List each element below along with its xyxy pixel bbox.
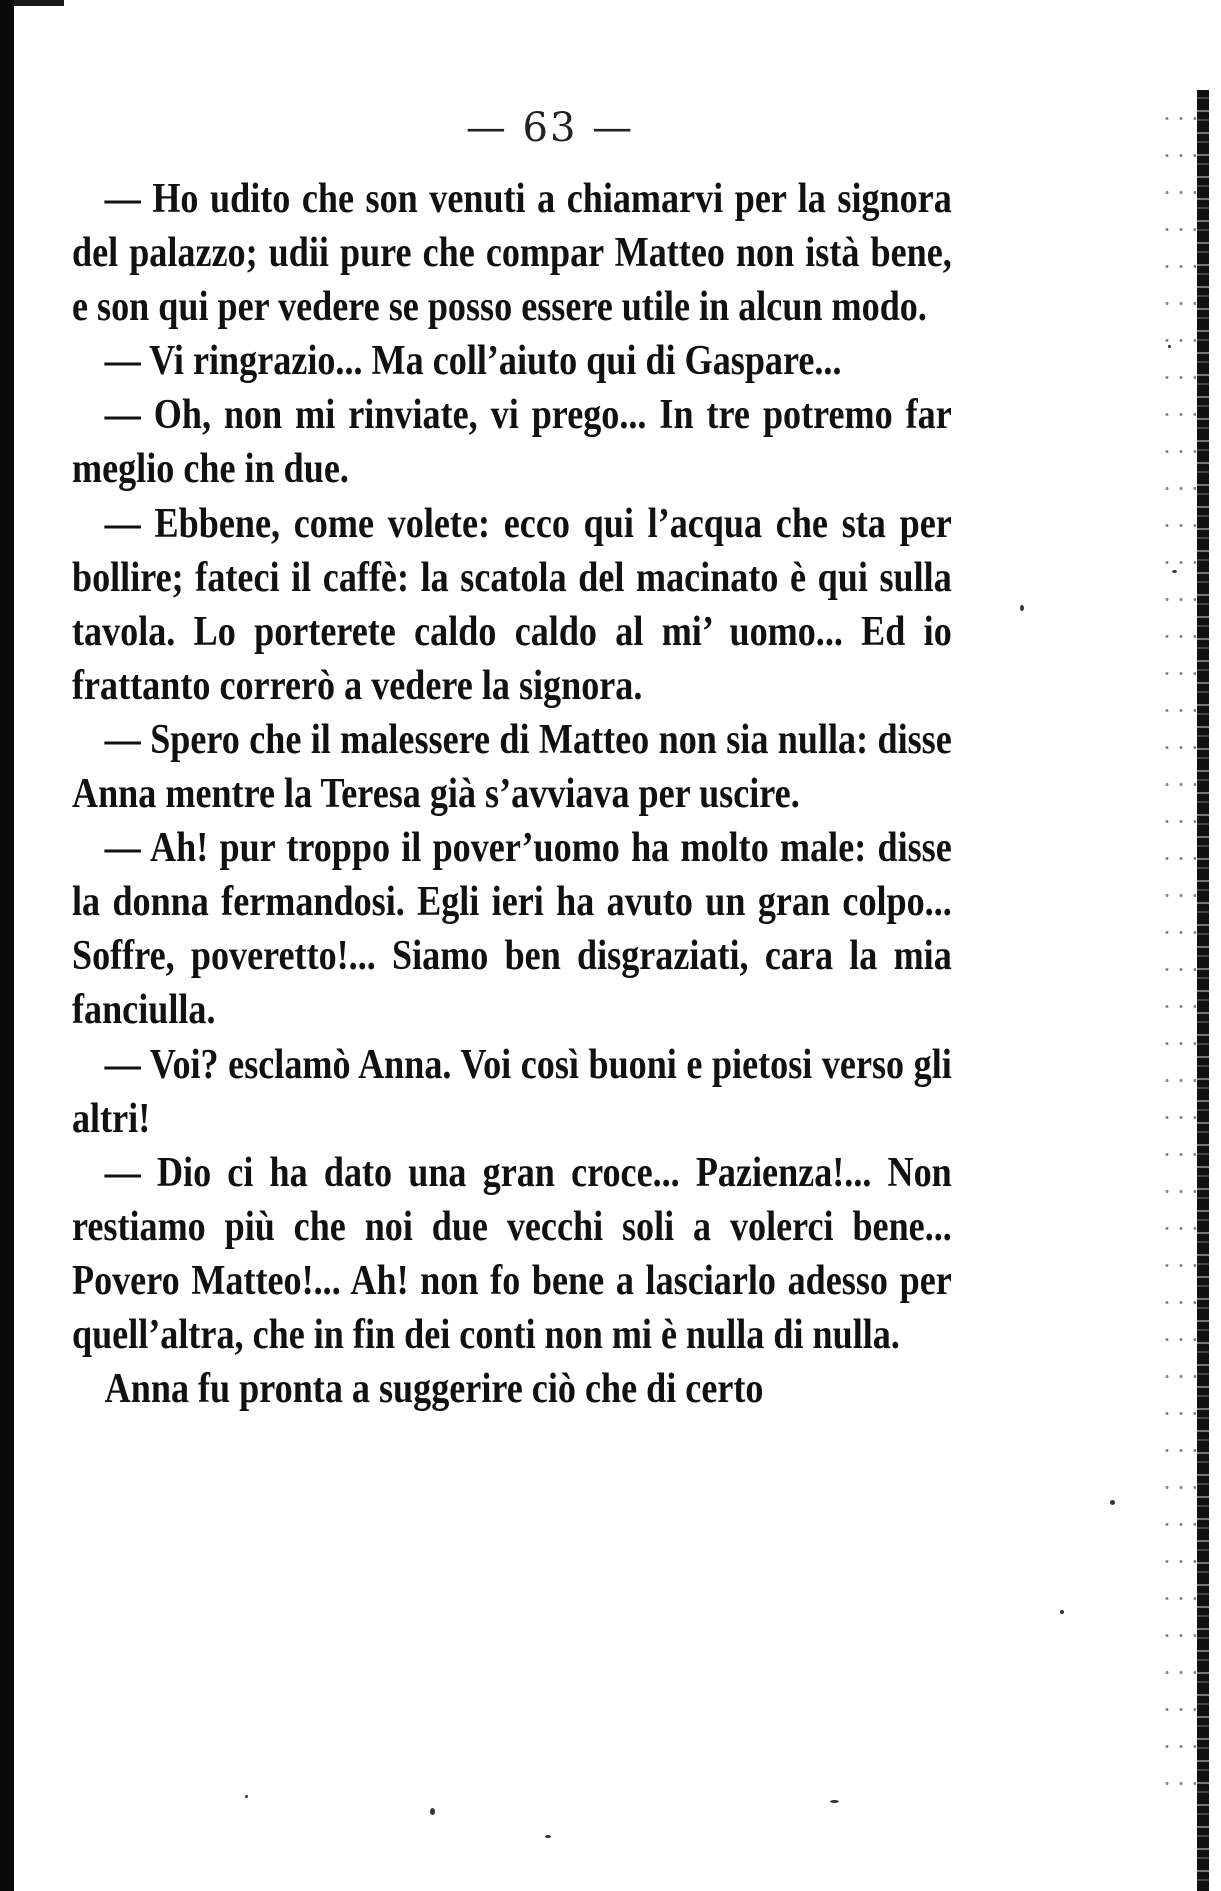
paragraph-1: — Ho udito che son venuti a chiamarvi per la signora del palazzo; udii pure che compar Matteo non istà bene, e son qui per vedere se posso essere utile in alcun modo. — [72, 176, 952, 331]
paragraph-4: — Ebbene, come volete: ecco qui l’acqua che sta per bollire; fateci il caffè: la scatola del macinato è qui sulla tavola. Lo porterete caldo caldo al mi’ uomo... Ed io frattanto correrò a vedere la signora. — [72, 500, 952, 709]
binding-shadow — [0, 0, 14, 1891]
scan-speck — [430, 1808, 435, 1815]
paragraph-2: — Vi ringrazio... Ma coll’aiuto qui di Gaspare... — [104, 338, 842, 385]
scan-speck — [1110, 1500, 1115, 1505]
scan-speck — [1172, 570, 1177, 573]
scan-speck — [1020, 605, 1024, 611]
scan-speck — [1168, 345, 1171, 348]
page-edge-noise — [1160, 100, 1196, 1800]
page-edge — [1197, 90, 1209, 1891]
paragraph-5: — Spero che il malessere di Matteo non sia nulla: disse Anna mentre la Teresa già s’avviava per uscire. — [72, 716, 952, 818]
paragraph-8: — Dio ci ha dato una gran croce... Pazienza!... Non restiamo più che noi due vecchi soli a volerci bene... Povero Matteo!... Ah! non fo bene a lasciarlo adesso per quell’altra, che in fin dei conti non mi è nulla di nulla. — [72, 1149, 952, 1358]
page-number: — 63 — — [465, 105, 635, 151]
binding-shadow-top — [14, 0, 64, 6]
paragraph-3: — Oh, non mi rinviate, vi prego... In tre potremo far meglio che in due. — [72, 392, 952, 493]
scan-speck — [830, 1800, 839, 1803]
paragraph-6: — Ah! pur troppo il pover’uomo ha molto male: disse la donna fermandosi. Egli ieri ha avuto un gran colpo... Soffre, poveretto!... Siamo ben disgraziati, cara la mia fanciulla. — [72, 825, 952, 1034]
paragraph-9: Anna fu pronta a suggerire ciò che di certo — [104, 1366, 764, 1413]
scan-speck — [245, 1795, 248, 1798]
scan-speck — [1060, 1610, 1064, 1614]
scan-speck — [545, 1835, 551, 1838]
body-text — [72, 172, 952, 1416]
paragraph-7: — Voi? esclamò Anna. Voi così buoni e pietosi verso gli altri! — [72, 1041, 952, 1142]
